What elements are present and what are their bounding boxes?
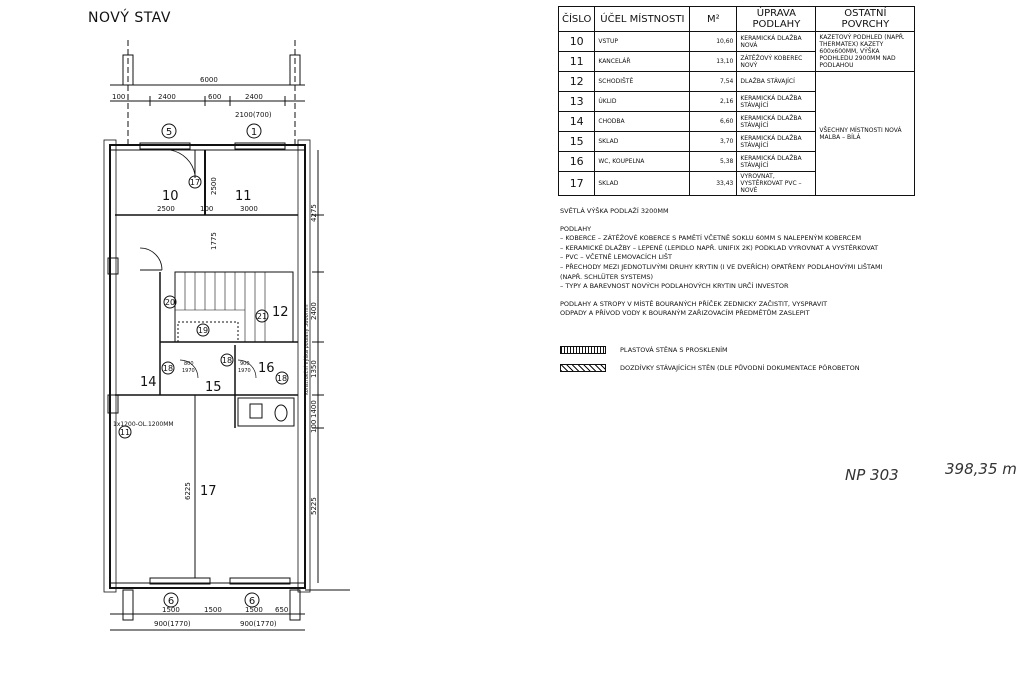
room-name: SKLAD: [595, 132, 690, 152]
dim-1970b: 1970: [238, 368, 251, 374]
room-label-14: 14: [140, 375, 157, 390]
axis-mark-6a: 6: [167, 596, 175, 607]
legend-item-infill: [560, 364, 860, 372]
dim-100: 100: [112, 93, 126, 101]
dim-1500c: 1500: [245, 606, 263, 614]
table-row: [559, 72, 915, 92]
note-floor-item: – KERAMICKÉ DLAŽBY – LEPENÉ (LEPIDLO NAPŘ. UNIFIX 2K) PODKLAD VYROVNAT A VYSTĚRKOVAT: [560, 243, 879, 252]
door-mark-17: 17: [189, 178, 201, 187]
col-header-number: ČÍSLO: [559, 7, 595, 32]
dim-1775: 1775: [210, 232, 218, 250]
room-label-16: 16: [258, 361, 275, 376]
room-schedule-table: [558, 6, 915, 196]
note-clear-height: SVĚTLÁ VÝŠKA PODLAŽÍ 3200MM: [560, 207, 669, 215]
note-extra-1: PODLAHY A STROPY V MÍSTĚ BOURANÝCH PŘÍČEK ZEDNICKY ZAČISTIT, VYSPRAVIT: [560, 299, 828, 308]
door-mark-18b: 18: [221, 356, 233, 365]
dim-100v: 100: [310, 419, 318, 433]
room-label-10: 10: [162, 189, 179, 204]
other-surfaces-paint: VŠECHNY MÍSTNOSTI NOVÁ MALBA – BÍLÁ: [816, 72, 915, 196]
dim-2500: 2500: [157, 205, 175, 213]
dim-1350: 1350: [310, 360, 318, 378]
room-name: VSTUP: [595, 32, 690, 52]
col-header-area: M²: [690, 7, 737, 32]
dim-4275: 4275: [310, 204, 318, 222]
dim-600: 600: [208, 93, 222, 101]
room-area: 5,38: [690, 152, 737, 172]
dim-800: 800: [184, 361, 194, 367]
room-floor: KERAMICKÁ DLAŽBA STÁVAJÍCÍ: [737, 132, 816, 152]
room-name: WC, KOUPELNA: [595, 152, 690, 172]
dim-100b: 100: [200, 205, 214, 213]
note-floor-item: – TYPY A BAREVNOST NOVÝCH PODLAHOVÝCH KRYTIN URČÍ INVESTOR: [560, 282, 789, 291]
room-name: SKLAD: [595, 172, 690, 196]
room-area: 13,10: [690, 52, 737, 72]
note-floors-title: PODLAHY: [560, 224, 592, 233]
room-number: 16: [559, 152, 595, 172]
room-number: 13: [559, 92, 595, 112]
room-number: 14: [559, 112, 595, 132]
dim-650: 650: [275, 606, 289, 614]
room-floor: KERAMICKÁ DLAŽBA STÁVAJÍCÍ: [737, 152, 816, 172]
dim-6225: 6225: [184, 482, 192, 500]
dim-2100: 2100(700): [235, 111, 272, 119]
dim-2400b: 2400: [245, 93, 263, 101]
dim-5225: 5225: [310, 497, 318, 515]
door-mark-18a: 18: [162, 364, 174, 373]
room-label-17: 17: [200, 484, 217, 499]
dim-900: 900: [240, 361, 250, 367]
crosshatch-swatch-icon: [560, 364, 606, 372]
note-floor-item: (NAPŘ. SCHLÜTER SYSTEMS): [560, 272, 654, 281]
room-label-15: 15: [205, 380, 222, 395]
door-mark-19: 19: [197, 326, 209, 335]
dim-2400v: 2400: [310, 302, 318, 320]
room-number: 10: [559, 32, 595, 52]
dim-900-1770a: 900(1770): [154, 620, 191, 628]
handwritten-note-right: 398,35 m: [945, 460, 1017, 478]
door-mark-21: 21: [256, 312, 268, 321]
axis-mark-1: 1: [250, 127, 258, 138]
dim-2500v: 2500: [210, 177, 218, 195]
room-floor: ZÁTĚŽOVÝ KOBEREC NOVÝ: [737, 52, 816, 72]
room-floor: KERAMICKÁ DLAŽBA NOVÁ: [737, 32, 816, 52]
door-mark-20: 20: [164, 298, 176, 307]
legend-label: PLASTOVÁ STĚNA S PROSKLENÍM: [620, 346, 728, 354]
dim-1500a: 1500: [162, 606, 180, 614]
note-floor-item: – PVC – VČETNĚ LEMOVACÍCH LIŠT: [560, 253, 672, 262]
col-header-other: OSTATNÍ POVRCHY: [816, 7, 915, 32]
room-floor: KERAMICKÁ DLAŽBA STÁVAJÍCÍ: [737, 92, 816, 112]
room-area: 33,43: [690, 172, 737, 196]
room-name: KANCELÁŘ: [595, 52, 690, 72]
plan-title: NOVÝ STAV: [88, 10, 171, 26]
axis-mark-6b: 6: [248, 596, 256, 607]
hatch-swatch-icon: [560, 346, 606, 354]
legend-label: DOZDÍVKY STÁVAJÍCÍCH STĚN (DLE PŮVODNÍ DOKUMENTACE PÓROBETON: [620, 364, 860, 372]
dim-900-1770b: 900(1770): [240, 620, 277, 628]
dim-1970: 1970: [182, 368, 195, 374]
legend-item-glass-wall: [560, 346, 728, 354]
dim-6000: 6000: [200, 76, 218, 84]
dim-1400: 1400: [310, 400, 318, 418]
note-extra-2: ODPADY A PŘÍVOD VODY K BOURANÝM ZAŘIZOVACÍM PŘEDMĚTŮM ZASLEPIT: [560, 309, 810, 318]
room-number: 17: [559, 172, 595, 196]
room-area: 3,70: [690, 132, 737, 152]
notes-block: [560, 207, 882, 319]
room-floor: VYROVNAT, VYSTĚRKOVAT PVC – NOVÉ: [737, 172, 816, 196]
room-number: 12: [559, 72, 595, 92]
col-header-floor: ÚPRAVA PODLAHY: [737, 7, 816, 32]
room-area: 2,16: [690, 92, 737, 112]
room-name: SCHODIŠTĚ: [595, 72, 690, 92]
dim-window-note: 1x1200-OL.1200MM: [113, 421, 174, 428]
table-row: [559, 32, 915, 52]
axis-mark-5: 5: [165, 127, 173, 138]
other-surfaces-ceiling: KAZETOVÝ PODHLED (NAPŘ. THERMATEX) KAZETY 600x600MM, VÝŠKA PODHLEDU 2900MM NAD PODLAHOU: [816, 32, 915, 72]
door-mark-11: 11: [119, 428, 131, 437]
dim-3000: 3000: [240, 205, 258, 213]
note-floor-item: – KOBERCE – ZÁTĚŽOVÉ KOBERCE S PAMĚTÍ VČETNĚ SOKLU 60MM S NALEPENÝM KOBERCEM: [560, 234, 862, 243]
room-number: 15: [559, 132, 595, 152]
room-area: 10,60: [690, 32, 737, 52]
dim-2400a: 2400: [158, 93, 176, 101]
note-construct-height: konstrukční výška podlahy 3600mm: [304, 304, 310, 395]
room-number: 11: [559, 52, 595, 72]
col-header-purpose: ÚČEL MÍSTNOSTI: [595, 7, 690, 32]
door-mark-18c: 18: [276, 374, 288, 383]
room-name: ÚKLID: [595, 92, 690, 112]
room-area: 6,60: [690, 112, 737, 132]
room-floor: KERAMICKÁ DLAŽBA STÁVAJÍCÍ: [737, 112, 816, 132]
room-label-12: 12: [272, 305, 289, 320]
handwritten-note-left: NP 303: [845, 466, 899, 484]
note-floor-item: – PŘECHODY MEZI JEDNOTLIVÝMI DRUHY KRYTIN (I VE DVEŘÍCH) OPATŘENY PODLAHOVÝMI LIŠTAMI: [560, 262, 883, 271]
room-area: 7,54: [690, 72, 737, 92]
room-label-11: 11: [235, 189, 252, 204]
dim-1500b: 1500: [204, 606, 222, 614]
room-floor: DLAŽBA STÁVAJÍCÍ: [737, 72, 816, 92]
room-name: CHODBA: [595, 112, 690, 132]
